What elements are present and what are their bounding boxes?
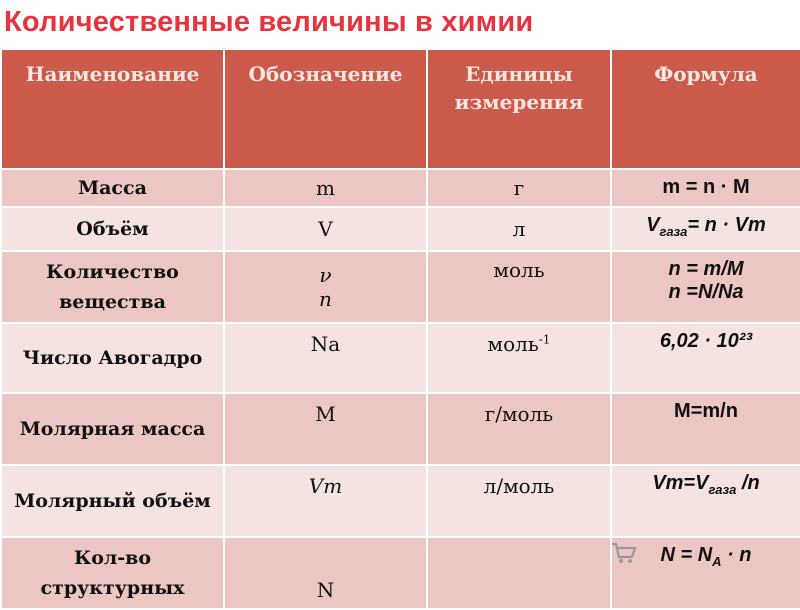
row-unit: моль <box>427 251 611 323</box>
header-units: Единицы измерения <box>427 49 611 169</box>
header-symbol: Обозначение <box>224 49 427 169</box>
row-unit: г/моль <box>427 393 611 465</box>
shopping-cart-icon <box>610 540 638 566</box>
row-symbol: m <box>224 169 427 207</box>
quantities-table <box>0 48 800 610</box>
header-formula: Формула <box>611 49 800 169</box>
table-row <box>1 465 800 537</box>
row-formula: $V_{газа}= n \cdot Vm$ <box>611 207 800 251</box>
row-name: Число Авогадро <box>1 323 224 393</box>
table-row <box>1 537 800 609</box>
row-symbol: M <box>224 393 427 465</box>
table-header-row <box>1 49 800 169</box>
row-symbol: Na <box>224 323 427 393</box>
row-symbol: Vm <box>224 465 427 537</box>
header-name: Наименование <box>1 49 224 169</box>
row-formula: $N = N_A \cdot n$ <box>611 537 800 609</box>
row-unit: моль$^{-1}$ <box>427 323 611 393</box>
row-symbol: N <box>224 537 427 609</box>
row-name: Объём <box>1 207 224 251</box>
row-unit: л <box>427 207 611 251</box>
row-formula: m = n · M <box>611 169 800 207</box>
page-title: Количественные величины в химии <box>4 6 534 38</box>
row-unit: л/моль <box>427 465 611 537</box>
row-formula: n = m/M n =N/Na <box>611 251 800 323</box>
row-name: Кол-во структурных <box>1 537 224 609</box>
row-formula: 6,02 · 10²³ <box>611 323 800 393</box>
row-formula: $Vm=V_{газа}$ /n <box>611 465 800 537</box>
row-name: Молярная масса <box>1 393 224 465</box>
row-unit <box>427 537 611 609</box>
row-name: Молярный объём <box>1 465 224 537</box>
row-unit: г <box>427 169 611 207</box>
row-name: Количество вещества <box>1 251 224 323</box>
table-row <box>1 323 800 393</box>
row-symbol: V <box>224 207 427 251</box>
table-row <box>1 207 800 251</box>
row-symbol: ν n <box>224 251 427 323</box>
table-row <box>1 393 800 465</box>
table-row <box>1 251 800 323</box>
row-formula: M=m/n <box>611 393 800 465</box>
row-name: Масса <box>1 169 224 207</box>
table-row <box>1 169 800 207</box>
